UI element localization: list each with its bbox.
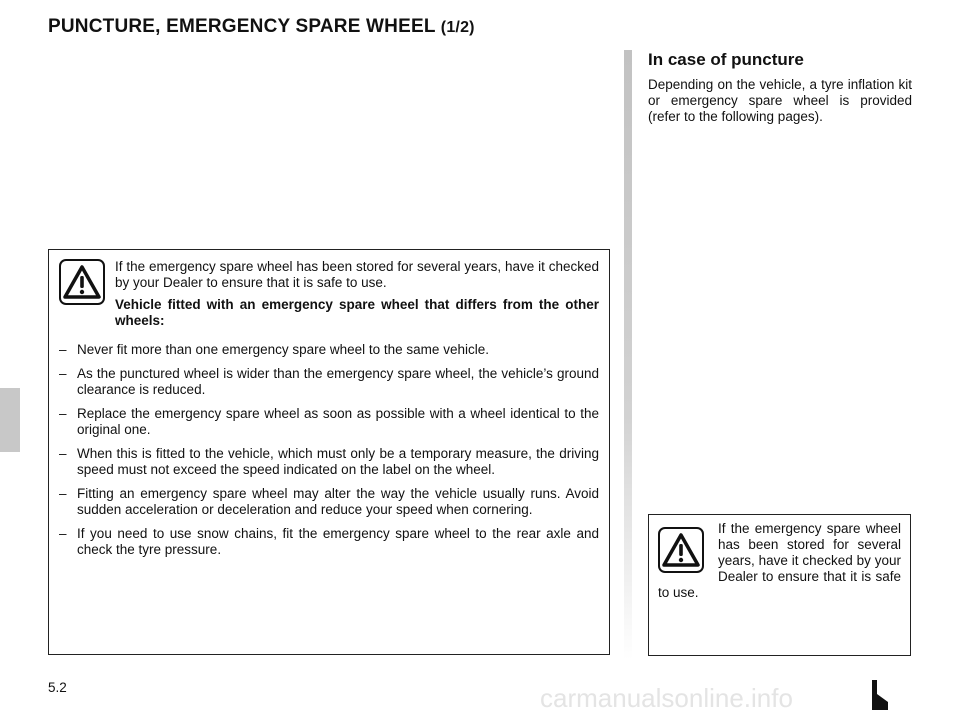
bullet-dash: – bbox=[59, 406, 67, 421]
chapter-tab bbox=[0, 388, 20, 452]
warning-box-main bbox=[48, 249, 610, 655]
page-title bbox=[48, 16, 475, 38]
bullet-text: When this is fitted to the vehicle, which must only be a temporary measure, the driving speed must not exceed the speed indicated on the label on the wheel. bbox=[77, 446, 599, 477]
list-item bbox=[59, 446, 599, 478]
page-title-part: (1/2) bbox=[440, 19, 475, 36]
bullet-dash: – bbox=[59, 366, 67, 381]
section-heading: In case of puncture bbox=[648, 50, 804, 69]
watermark: carmanualsonline.info bbox=[540, 683, 793, 713]
warning-small-text: If the emergency spare wheel has been stored for several years, have it checked by your Dealer to ensure that it is safe to use. bbox=[658, 521, 901, 600]
page-title-text: PUNCTURE, EMERGENCY SPARE WHEEL bbox=[48, 16, 436, 37]
bullet-text: If you need to use snow chains, fit the emergency spare wheel to the rear axle and check the tyre pressure. bbox=[77, 526, 599, 557]
bullet-dash: – bbox=[59, 486, 67, 501]
bullet-text: Replace the emergency spare wheel as soon as possible with a wheel identical to the original one. bbox=[77, 406, 599, 437]
list-item bbox=[59, 406, 599, 438]
warning-intro: If the emergency spare wheel has been stored for several years, have it checked by your Dealer to ensure that it is safe to use. bbox=[115, 259, 599, 290]
warning-triangle-icon bbox=[59, 259, 105, 305]
warning-bold-heading: Vehicle fitted with an emergency spare wheel that differs from the other wheels: bbox=[115, 297, 599, 328]
list-item bbox=[59, 366, 599, 398]
bullet-text: Fitting an emergency spare wheel may alter the way the vehicle usually runs. Avoid sudden acceleration or deceleration and reduce your speed when cornering. bbox=[77, 486, 599, 517]
right-column bbox=[648, 50, 912, 125]
page-number: 5.2 bbox=[48, 680, 67, 695]
section-paragraph: Depending on the vehicle, a tyre inflation kit or emergency spare wheel is provided (refer to the following pages). bbox=[648, 77, 912, 124]
warning-main-header bbox=[115, 259, 599, 335]
list-item bbox=[59, 486, 599, 518]
bullet-dash: – bbox=[59, 526, 67, 541]
warning-box-small bbox=[648, 514, 911, 656]
list-item bbox=[59, 342, 599, 358]
warning-triangle-icon bbox=[658, 527, 704, 573]
bullet-dash: – bbox=[59, 446, 67, 461]
column-divider bbox=[624, 50, 632, 660]
bullet-text: Never fit more than one emergency spare wheel to the same vehicle. bbox=[77, 342, 489, 357]
list-item bbox=[59, 526, 599, 558]
bullet-text: As the punctured wheel is wider than the emergency spare wheel, the vehicle’s ground clearance is reduced. bbox=[77, 366, 599, 397]
bullet-dash: – bbox=[59, 342, 67, 357]
warning-bullet-list bbox=[59, 342, 599, 566]
